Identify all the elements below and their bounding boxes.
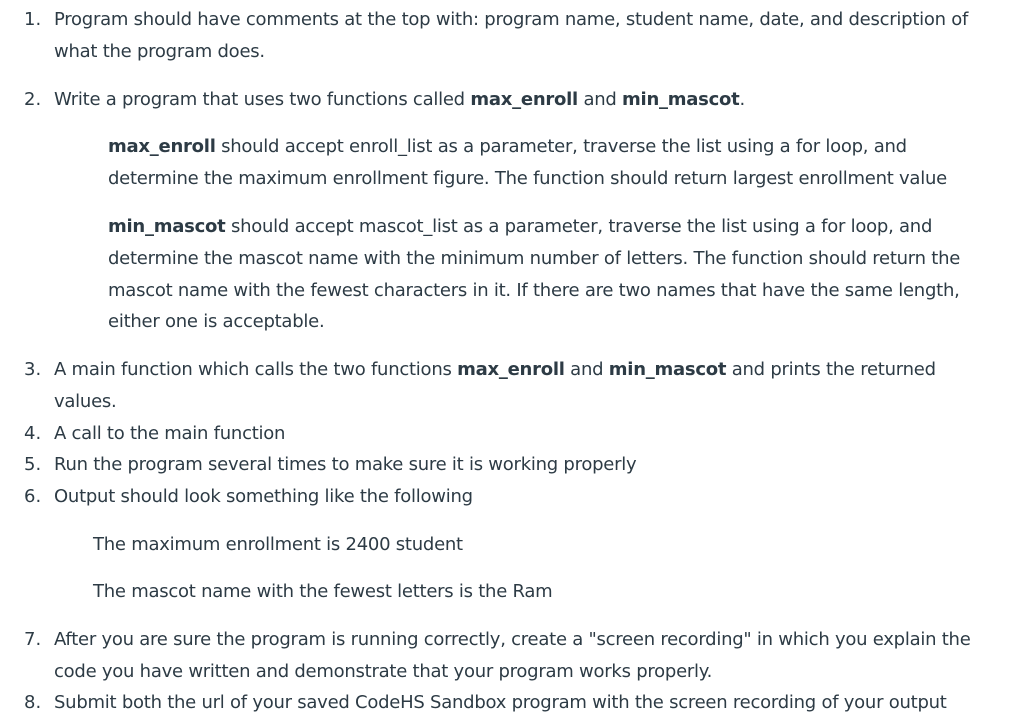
item-text-line: Output should look something like the following xyxy=(54,486,473,507)
sub-paragraph-line: either one is acceptable. xyxy=(108,311,325,332)
item-number: 7. xyxy=(24,629,42,650)
text-segment: and prints the returned xyxy=(726,359,936,380)
item-text-line xyxy=(54,354,936,386)
text-segment: . xyxy=(739,89,746,110)
item-text-line: Run the program several times to make sure it is working properly xyxy=(54,454,637,475)
item-number: 5. xyxy=(24,454,42,475)
text-segment: and xyxy=(564,359,609,380)
sample-output-line: The mascot name with the fewest letters is the Ram xyxy=(93,581,553,602)
function-name-max-enroll: max_enroll xyxy=(108,136,216,157)
item-text-line xyxy=(54,84,745,116)
function-name-max-enroll: max_enroll xyxy=(470,89,578,110)
item-number: 3. xyxy=(24,359,42,380)
item-number: 6. xyxy=(24,486,42,507)
function-name-min-mascot: min_mascot xyxy=(622,89,740,110)
item-text-line: what the program does. xyxy=(54,41,265,62)
item-text-line: A call to the main function xyxy=(54,423,286,444)
sub-paragraph-min-mascot xyxy=(108,211,932,243)
function-name-min-mascot: min_mascot xyxy=(108,216,226,237)
item-text-line: values. xyxy=(54,391,117,412)
item-text-line: After you are sure the program is running correctly, create a "screen recording" in which you explain the xyxy=(54,629,971,650)
text-segment: should accept mascot_list as a parameter, traverse the list using a for loop, and xyxy=(225,216,933,237)
item-number: 4. xyxy=(24,423,42,444)
item-text-line: code you have written and demonstrate that your program works properly. xyxy=(54,661,713,682)
sub-paragraph-line: determine the maximum enrollment figure. The function should return largest enrollment value xyxy=(108,168,947,189)
text-segment: should accept enroll_list as a parameter, traverse the list using a for loop, and xyxy=(215,136,907,157)
item-text-line: Submit both the url of your saved CodeHS Sandbox program with the screen recording of your output xyxy=(54,692,947,713)
sub-paragraph-line: mascot name with the fewest characters in it. If there are two names that have the same length, xyxy=(108,280,960,301)
item-number: 8. xyxy=(24,692,42,713)
sub-paragraph-line: determine the mascot name with the minimum number of letters. The function should return the xyxy=(108,248,961,269)
function-name-max-enroll: max_enroll xyxy=(457,359,565,380)
item-text-line: Program should have comments at the top with: program name, student name, date, and description of xyxy=(54,9,969,30)
sub-paragraph-max-enroll xyxy=(108,131,907,163)
text-segment: Write a program that uses two functions called xyxy=(54,89,471,110)
item-number: 1. xyxy=(24,9,42,30)
text-segment: and xyxy=(577,89,623,110)
sample-output-line: The maximum enrollment is 2400 student xyxy=(93,534,463,555)
text-segment: A main function which calls the two functions xyxy=(54,359,458,380)
function-name-min-mascot: min_mascot xyxy=(608,359,727,380)
item-number: 2. xyxy=(24,89,42,110)
